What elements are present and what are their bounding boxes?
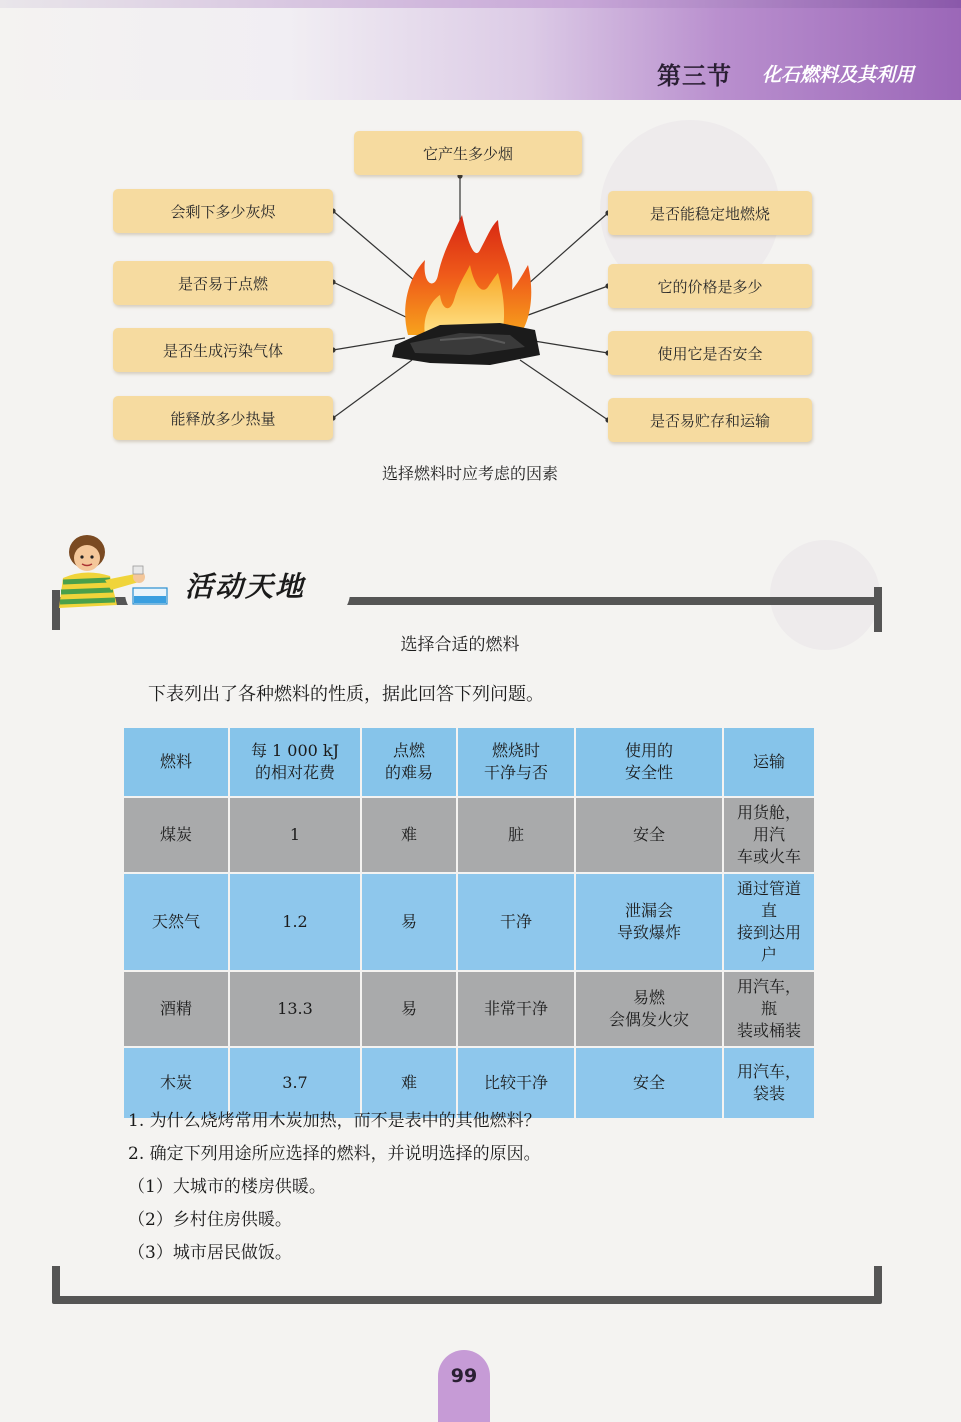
cell-cleanliness: 比较干净 (457, 1047, 575, 1119)
question-subitem: （1）大城市的楼房供暖。 (128, 1177, 326, 1197)
header-safety: 使用的 安全性 (575, 727, 723, 797)
table-row (123, 873, 815, 971)
question-subitem: （3）城市居民做饭。 (128, 1243, 292, 1263)
bottom-frame (52, 1296, 882, 1304)
cell-ignition: 难 (361, 797, 457, 873)
header-ignition: 点燃 的难易 (361, 727, 457, 797)
factor-box-pollution: 是否生成污染气体 (113, 328, 333, 372)
cell-safety: 安全 (575, 1047, 723, 1119)
factor-box-ash: 会剩下多少灰烬 (113, 189, 333, 233)
cell-cost: 1 (229, 797, 361, 873)
activity-subtitle: 选择合适的燃料 (400, 635, 520, 655)
cell-ignition: 难 (361, 1047, 457, 1119)
table-row (123, 797, 815, 873)
question-subitem: （2）乡村住房供暖。 (128, 1210, 292, 1230)
cell-cost: 1.2 (229, 873, 361, 971)
cell-fuel: 木炭 (123, 1047, 229, 1119)
section-title: 化石燃料及其利用 (762, 64, 915, 86)
cell-fuel: 煤炭 (123, 797, 229, 873)
fire-icon (380, 205, 550, 375)
cell-cleanliness: 脏 (457, 797, 575, 873)
factor-box-safety: 使用它是否安全 (608, 331, 812, 375)
cell-safety: 安全 (575, 797, 723, 873)
header-fuel: 燃料 (123, 727, 229, 797)
fuel-factors-diagram (0, 0, 961, 500)
cell-transport: 通过管道直 接到达用户 (723, 873, 815, 971)
question-item: 1. 为什么烧烤常用木炭加热，而不是表中的其他燃料？ (128, 1111, 541, 1131)
fuel-properties-table (122, 726, 816, 1120)
factor-box-price: 它的价格是多少 (608, 264, 812, 308)
question-item: 2. 确定下列用途所应选择的燃料，并说明选择的原因。 (128, 1144, 541, 1164)
activity-intro: 下表列出了各种燃料的性质，据此回答下列问题。 (148, 684, 544, 705)
background-decoration (770, 540, 880, 650)
activity-title: 活动天地 (185, 570, 306, 603)
cell-transport: 用汽车，袋装 (723, 1047, 815, 1119)
cell-transport: 用汽车，瓶 装或桶装 (723, 971, 815, 1047)
cell-cost: 3.7 (229, 1047, 361, 1119)
diagram-caption: 选择燃料时应考虑的因素 (381, 464, 558, 483)
cell-ignition: 易 (361, 971, 457, 1047)
cell-fuel: 酒精 (123, 971, 229, 1047)
cell-transport: 用货舱，用汽 车或火车 (723, 797, 815, 873)
frame-post-right (874, 587, 882, 632)
child-mascot-icon (55, 530, 185, 615)
header-transport: 运输 (723, 727, 815, 797)
factor-box-stability: 是否能稳定地燃烧 (608, 191, 812, 235)
page-number: 99 (450, 1365, 478, 1387)
table-row (123, 971, 815, 1047)
cell-safety: 泄漏会 导致爆炸 (575, 873, 723, 971)
cell-cleanliness: 非常干净 (457, 971, 575, 1047)
factor-box-smoke: 它产生多少烟 (354, 131, 582, 175)
cell-safety: 易燃 会偶发火灾 (575, 971, 723, 1047)
cell-fuel: 天然气 (123, 873, 229, 971)
cell-cleanliness: 干净 (457, 873, 575, 971)
header-cleanliness: 燃烧时 干净与否 (457, 727, 575, 797)
table-header-row (123, 727, 815, 797)
cell-cost: 13.3 (229, 971, 361, 1047)
factor-box-ignition: 是否易于点燃 (113, 261, 333, 305)
question-list (128, 1105, 541, 1270)
header-cost: 每 1 000 kJ 的相对花费 (229, 727, 361, 797)
factor-box-storage: 是否易贮存和运输 (608, 398, 812, 442)
cell-ignition: 易 (361, 873, 457, 971)
section-number: 第三节 (657, 62, 732, 90)
factor-box-heat: 能释放多少热量 (113, 396, 333, 440)
